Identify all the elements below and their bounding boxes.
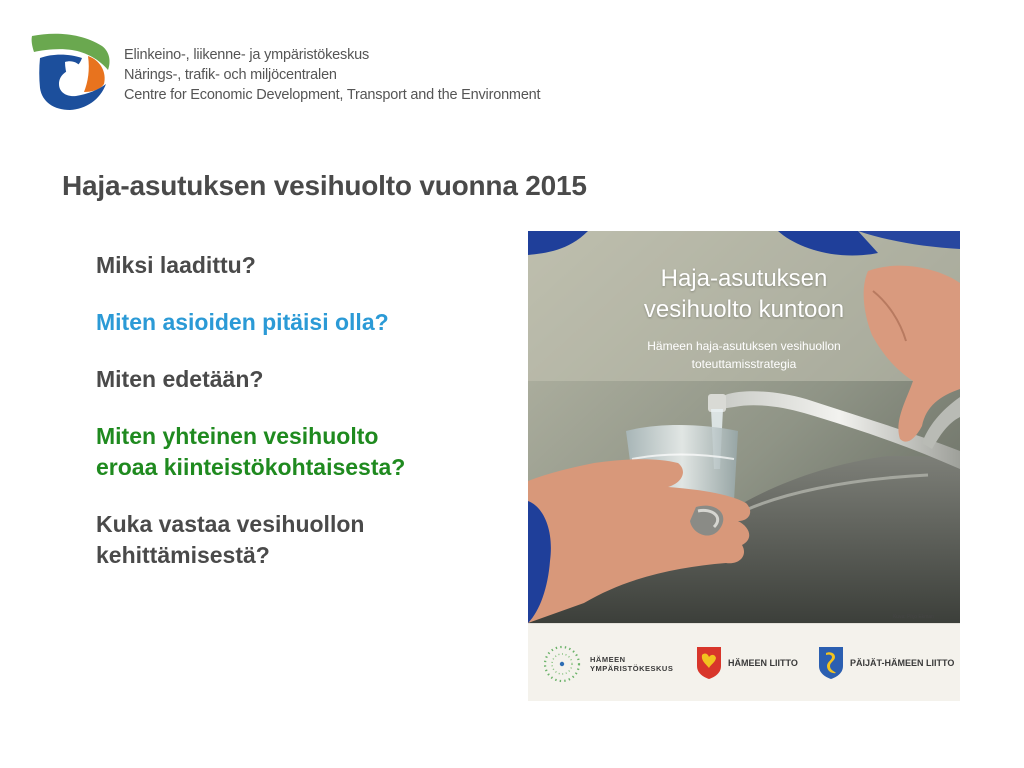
org-name-english: Centre for Economic Development, Transport and the Environment [124, 87, 541, 103]
question-how-to-proceed: Miten edetään? [96, 366, 264, 392]
report-cover-image [528, 231, 960, 701]
partner-name-hameen-ymparistokeskus: HÄMEEN YMPÄRISTÖKESKUS [590, 655, 674, 673]
question-why-prepared: Miksi laadittu? [96, 252, 256, 278]
partner-logo-paijat-hameen-liitto [818, 646, 954, 680]
photo-credit: Kuva: Pirjo Ekman [892, 614, 934, 620]
partner-logo-hameen-ymparistokeskus [542, 644, 673, 684]
cover-partner-logos [528, 623, 960, 701]
dotted-circle-icon [542, 644, 582, 684]
organization-names [124, 45, 540, 105]
question-list [96, 250, 516, 597]
cover-text-block [528, 263, 960, 373]
partner-name-paijat-hameen-liitto: PÄIJÄT-HÄMEEN LIITTO [850, 657, 955, 668]
question-shared-vs-property: Miten yhteinen vesihuolto eroaa kiinteistökohtaisesta? [96, 423, 406, 480]
question-how-things-should-be: Miten asioiden pitäisi olla? [96, 309, 389, 335]
org-name-finnish: Elinkeino-, liikenne- ja ympäristökeskus [124, 47, 370, 63]
cover-title: Haja-asutuksen vesihuolto kuntoon [643, 265, 845, 323]
slide-title: Haja-asutuksen vesihuolto vuonna 2015 [62, 170, 587, 201]
partner-name-hameen-liitto: HÄMEEN LIITTO [728, 657, 798, 668]
org-name-swedish: Närings-, trafik- och miljöcentralen [124, 67, 337, 83]
question-who-is-responsible: Kuka vastaa vesihuollon kehittämisestä? [96, 511, 365, 568]
ely-centre-logo [30, 30, 112, 112]
cover-subtitle: Hämeen haja-asutuksen vesihuollon toteuttamisstrategia [647, 339, 841, 371]
red-crest-icon [696, 646, 722, 680]
partner-logo-hameen-liitto [696, 646, 798, 680]
blue-crest-icon [818, 646, 844, 680]
